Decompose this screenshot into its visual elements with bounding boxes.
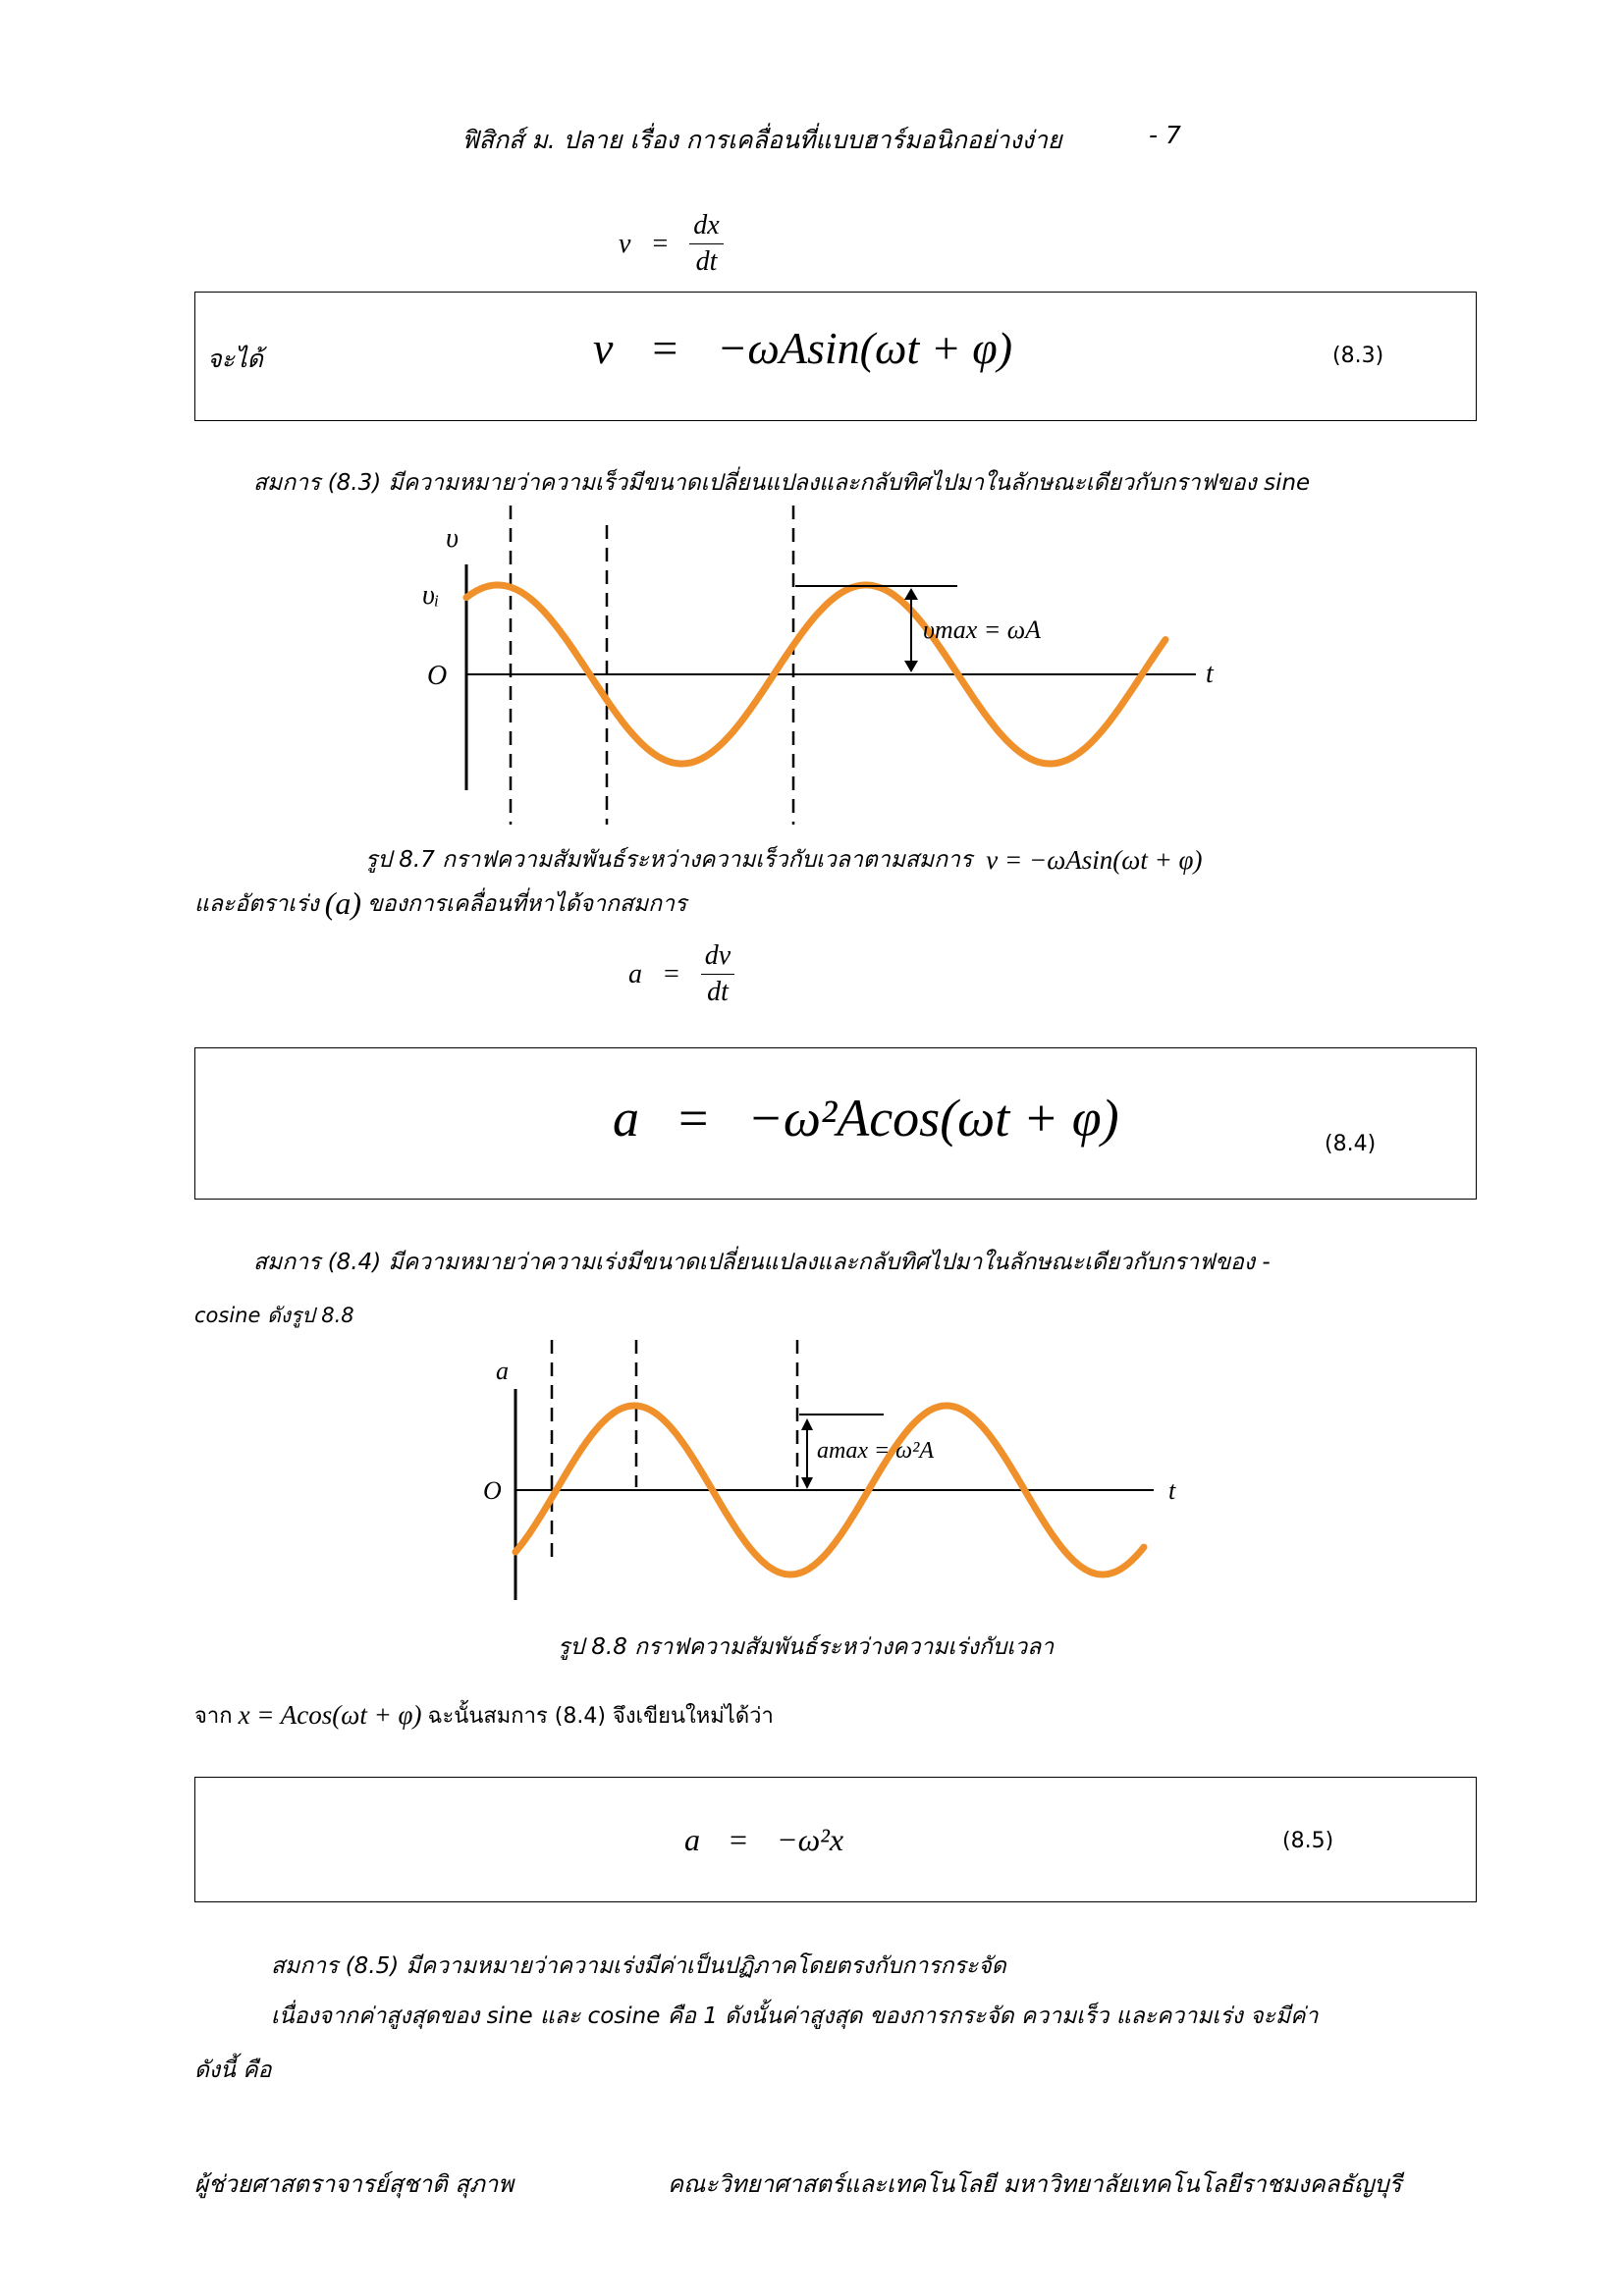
equals-sign: =	[664, 958, 679, 989]
paragraph-acceleration-meaning-line2: cosine ดังรูป 8.8	[194, 1304, 354, 1327]
figure-8-7-caption	[365, 842, 1203, 878]
equals-sign: =	[730, 1822, 748, 1857]
intro-text: และอัตราเร่ง	[194, 890, 319, 917]
equation-rhs: −ωAsin(ωt + φ)	[717, 323, 1013, 373]
origin-label: O	[427, 661, 448, 691]
y-axis-label: a	[496, 1357, 509, 1385]
origin-label: O	[483, 1476, 502, 1505]
equation-8-4	[613, 1088, 1119, 1148]
equation-box-8-3	[194, 292, 1477, 421]
page-header-title: ฟิสิกส์ ม. ปลาย เรื่อง การเคลื่อนที่แบบฮาร์มอนิกอย่างง่าย	[461, 126, 1062, 154]
figure-8-8-caption: รูป 8.8 กราฟความสัมพันธ์ระหว่างความเร่งกับเวลา	[558, 1634, 1055, 1660]
velocity-lhs: v	[619, 228, 631, 259]
substitution-pre: จาก	[194, 1704, 233, 1729]
equation-8-3	[593, 322, 1012, 374]
equation-rhs: −ω²Acos(ωt + φ)	[747, 1089, 1119, 1148]
equation-box-8-4	[194, 1047, 1477, 1200]
fraction-denominator: dt	[707, 977, 729, 1007]
x-axis-label: t	[1168, 1476, 1176, 1505]
vmax-label: υmax = ωA	[923, 615, 1042, 644]
equation-8-5	[684, 1822, 843, 1858]
paragraph-maximum-values-line1: เนื่องจากค่าสูงสุดของ sine และ cosine คือ 1 ดังนั้นค่าสูงสุด ของการกระจัด ความเร็ว และความเร่ง จะมีค่า	[271, 2003, 1319, 2029]
figure-8-7-velocity-graph	[403, 496, 1247, 829]
initial-velocity-label: υᵢ	[422, 580, 440, 611]
velocity-definition	[619, 210, 724, 278]
paragraph-velocity-meaning: สมการ (8.3) มีความหมายว่าความเร็วมีขนาดเปลี่ยนแปลงและกลับทิศไปมาในลักษณะเดียวกับกราฟของ sine	[253, 470, 1311, 496]
equation-lhs: v	[593, 323, 614, 373]
equation-lhs: a	[613, 1089, 639, 1148]
equals-sign: =	[678, 1089, 709, 1148]
substitution-post: ฉะนั้นสมการ (8.4) จึงเขียนใหม่ได้ว่า	[427, 1704, 774, 1729]
intro-rest: ของการเคลื่อนที่หาได้จากสมการ	[367, 890, 687, 917]
amax-label: amax = ω²A	[817, 1438, 934, 1464]
equation-box-8-5	[194, 1777, 1477, 1902]
footer-institution: คณะวิทยาศาสตร์และเทคโนโลยี มหาวิทยาลัยเทคโนโลยีราชมงคลธัญบุรี	[668, 2170, 1402, 2198]
page-number: - 7	[1149, 121, 1181, 149]
footer-author: ผู้ช่วยศาสตราจารย์สุชาติ สุภาพ	[194, 2170, 514, 2198]
paragraph-maximum-values-line2: ดังนี้ คือ	[194, 2057, 272, 2083]
paragraph-proportionality: สมการ (8.5) มีความหมายว่าความเร่งมีค่าเป็นปฏิภาคโดยตรงกับการกระจัด	[271, 1953, 1006, 1979]
paragraph-acceleration-intro	[194, 885, 686, 922]
y-axis-label: υ	[446, 523, 459, 554]
fraction-denominator: dt	[695, 246, 718, 277]
equation-lhs: a	[684, 1822, 700, 1857]
displacement-equation: x = Acos(ωt + φ)	[238, 1700, 422, 1730]
equation-rhs: −ω²x	[777, 1822, 844, 1857]
equals-sign: =	[652, 323, 678, 373]
acceleration-symbol: (a)	[324, 885, 362, 921]
equation-lead-label: จะได้	[207, 345, 263, 373]
equation-number: (8.3)	[1332, 344, 1384, 368]
equation-number: (8.4)	[1325, 1132, 1377, 1156]
acceleration-lhs: a	[628, 958, 642, 989]
fraction-numerator: dv	[701, 940, 734, 975]
figure-8-8-acceleration-graph	[461, 1330, 1208, 1610]
caption-equation: v = −ωAsin(ωt + φ)	[986, 844, 1203, 875]
paragraph-substitution	[194, 1698, 774, 1733]
caption-text: รูป 8.7 กราฟความสัมพันธ์ระหว่างความเร็วกับเวลาตามสมการ	[365, 847, 973, 873]
paragraph-acceleration-meaning-line1: สมการ (8.4) มีความหมายว่าความเร่งมีขนาดเปลี่ยนแปลงและกลับทิศไปมาในลักษณะเดียวกับกราฟของ -	[253, 1250, 1271, 1275]
fraction-numerator: dx	[689, 210, 723, 244]
acceleration-definition	[628, 940, 734, 1008]
x-axis-label: t	[1206, 659, 1214, 689]
equals-sign: =	[652, 228, 669, 259]
equation-number: (8.5)	[1282, 1829, 1334, 1853]
